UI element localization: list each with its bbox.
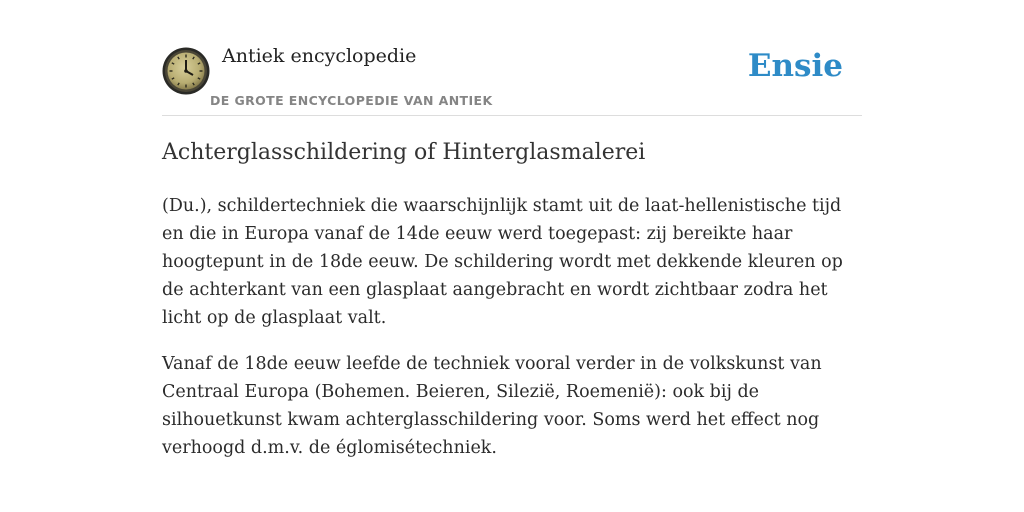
article-body — [162, 192, 862, 480]
site-name[interactable]: Antiek encyclopedie — [222, 45, 417, 67]
header-divider — [162, 115, 862, 116]
clock-icon[interactable] — [162, 47, 210, 95]
brand-logo[interactable]: Ensie — [747, 48, 843, 84]
article-paragraph: (Du.), schildertechniek die waarschijnlijk stamt uit de laat-hellenistische tijd en die in Europa vanaf de 14de eeuw werd toegepast: zij bereikte haar hoogtepunt in de 18de eeuw. De schildering wordt met dekkende kleuren op de achterkant van een glasplaat aangebracht en wordt zichtbaar zodra het licht op de glasplaat valt. — [162, 196, 843, 328]
article-paragraph: Vanaf de 18de eeuw leefde de techniek vooral verder in de volkskunst van Centraal Europa (Bohemen. Beieren, Silezië, Roemenië): ook bij de silhouetkunst kwam achterglasschildering voor. Soms werd het effect nog verhoogd d.m.v. de églomisétechniek. — [162, 354, 822, 458]
site-tagline: DE GROTE ENCYCLOPEDIE VAN ANTIEK — [210, 93, 493, 108]
article-title: Achterglasschildering of Hinterglasmalerei — [162, 140, 646, 165]
